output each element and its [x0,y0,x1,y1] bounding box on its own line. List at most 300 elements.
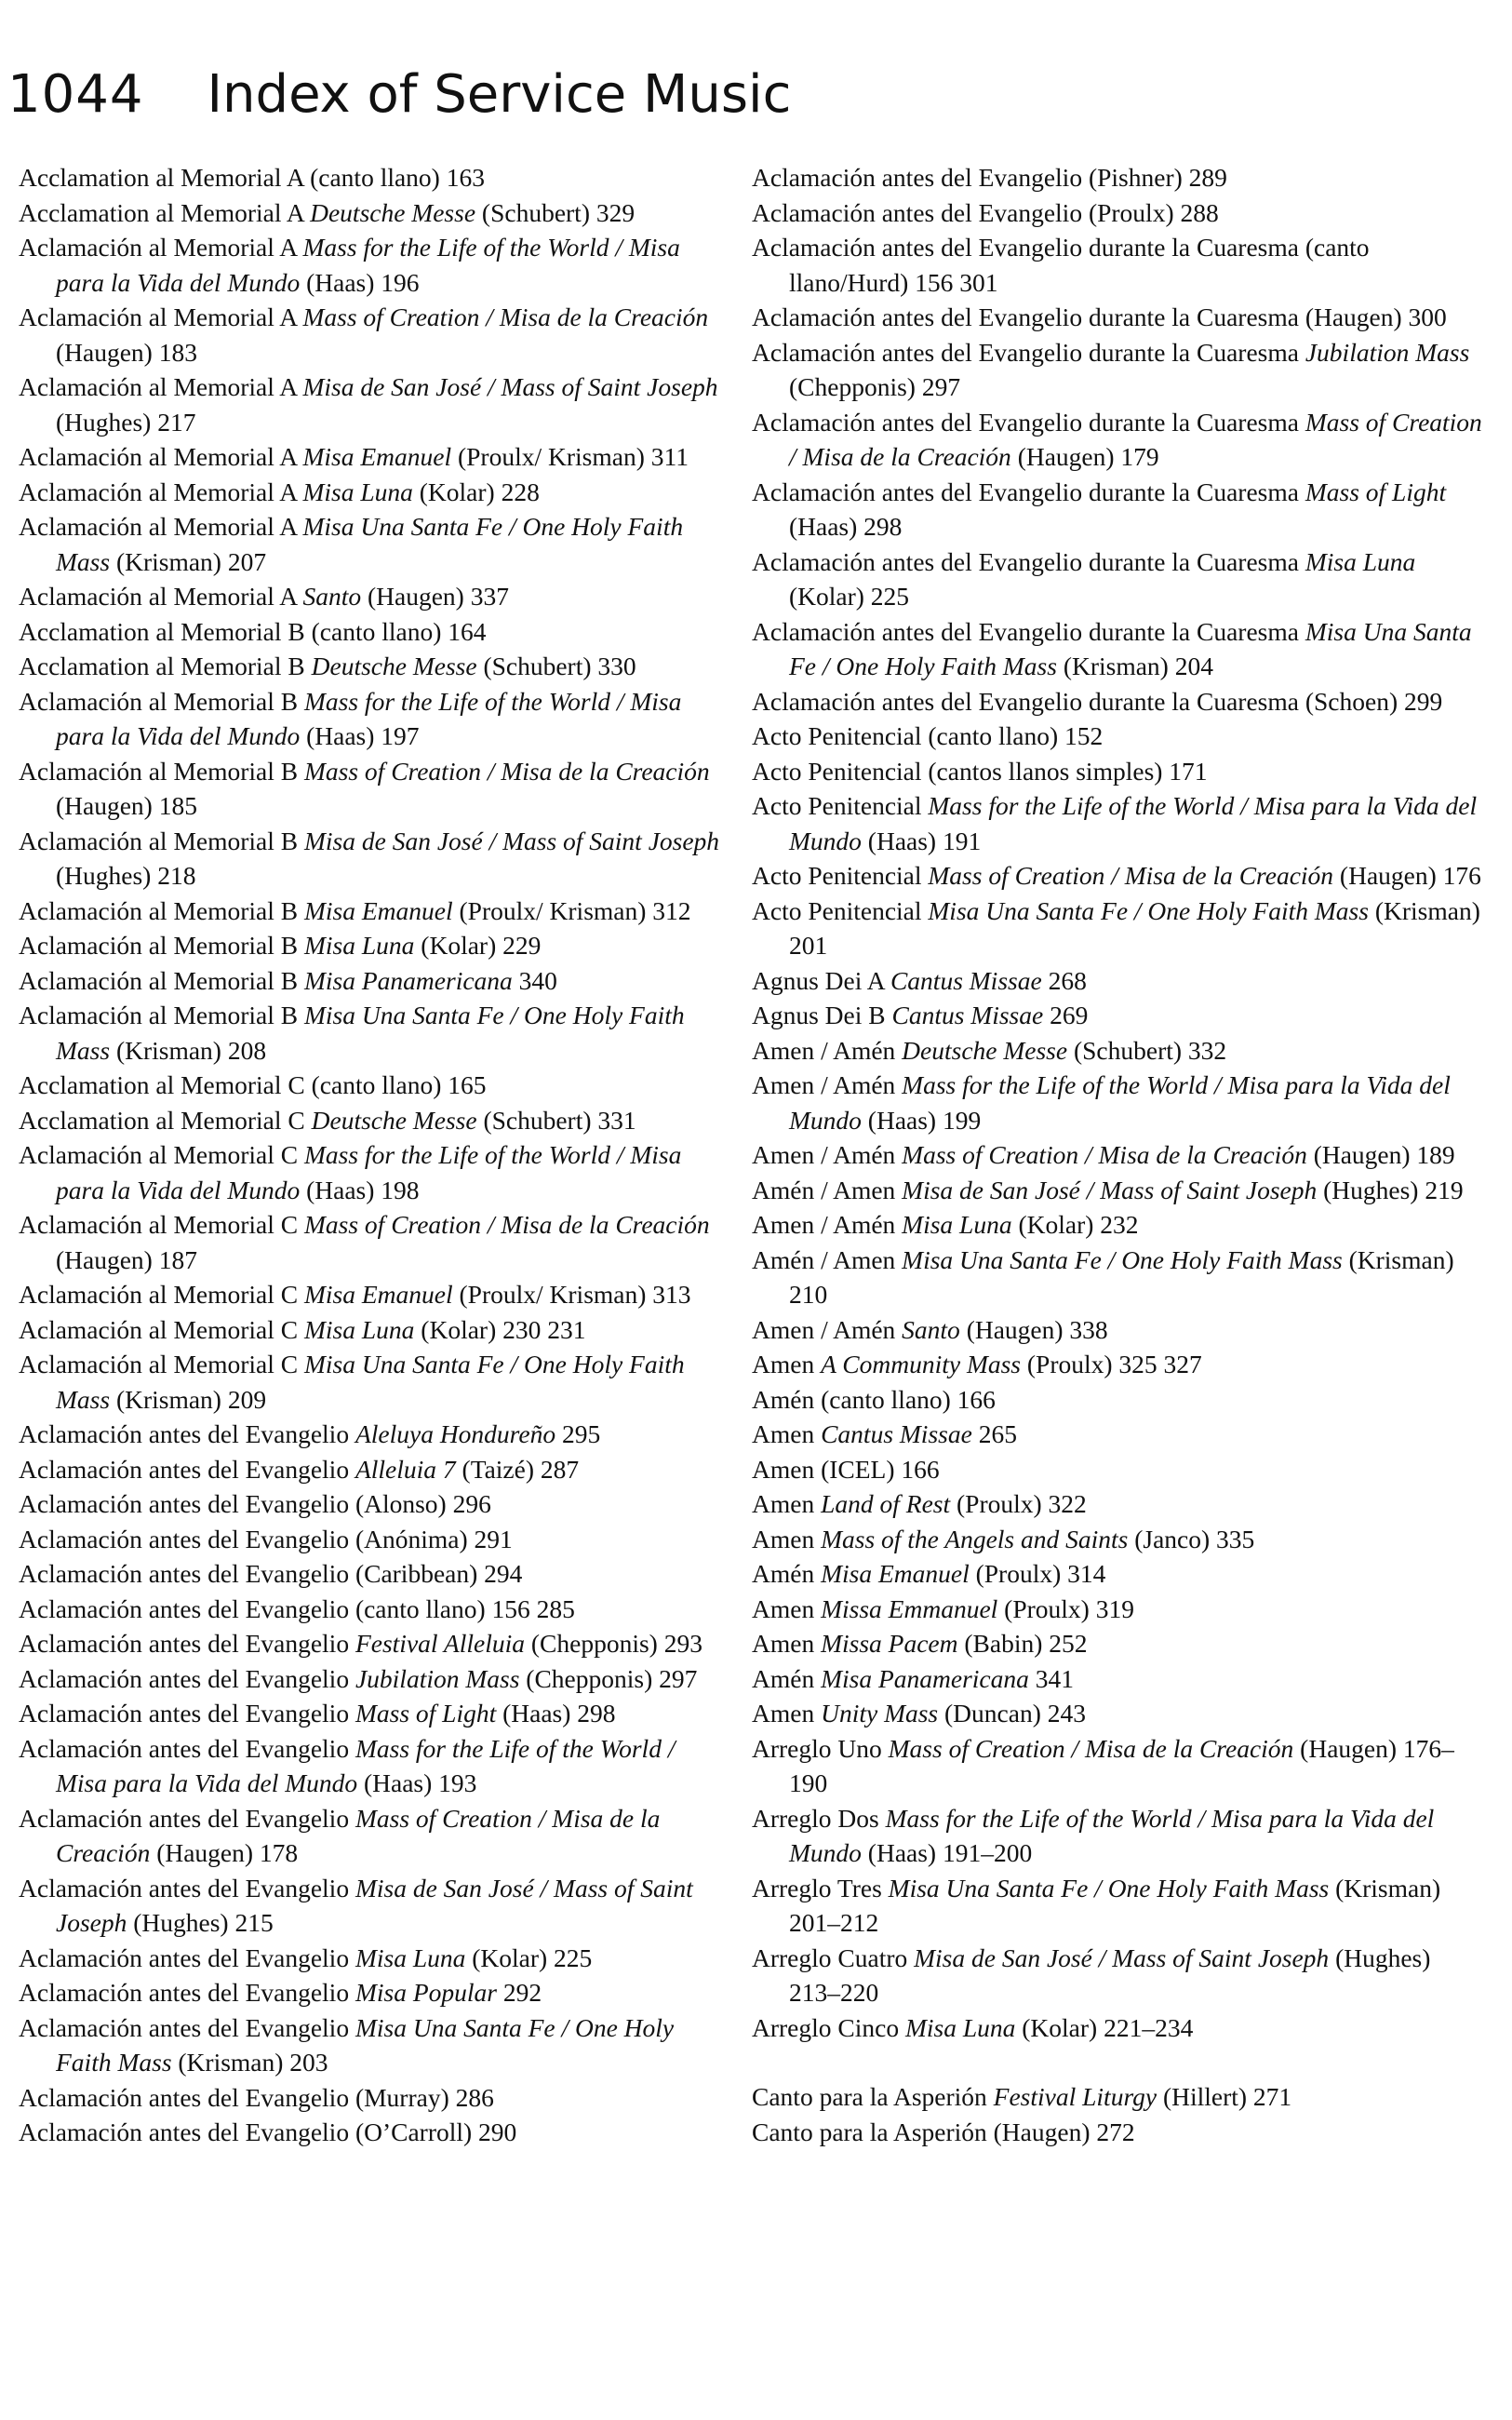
entry-text: Aclamación al Memorial A [19,372,303,401]
entry-text: (Chepponis) 297 [789,372,961,401]
entry-title: Santo [302,582,362,611]
entry-title: Festival Alleluia [355,1629,525,1658]
entry-text: Aclamación al Memorial A [19,582,303,611]
entry-text: Aclamación al Memorial A [19,233,303,262]
entry-title: Misa Una Santa Fe / One Holy Faith Mass [789,616,1472,680]
index-entry [19,1522,726,1557]
index-entry [752,894,1487,963]
index-entry [752,335,1487,405]
index-entry [752,2010,1487,2046]
entry-title: Jubilation Mass [1305,337,1470,367]
entry-text: Amén / Amen [752,1175,903,1204]
entry-title: Mass for the Life of the World / Misa para la Vida del Mundo [56,686,682,750]
index-entry [752,1382,1487,1418]
entry-text: (Kolar) 225 [465,1943,593,1972]
entry-text: (Schubert) 332 [1067,1035,1227,1065]
entry-title: Mass of Creation / Misa de la Creación [304,756,710,786]
index-column-right [752,160,1487,2149]
index-entry [19,1626,726,1661]
entry-text: Acto Penitencial (cantos llanos simples) 171 [752,756,1208,786]
entry-text: Aclamación antes del Evangelio [19,1943,355,1972]
entry-text: Aclamación antes del Evangelio [19,1419,355,1448]
entry-text: Amen / Amén [752,1140,903,1169]
index-entry [19,1556,726,1592]
entry-text: (Proulx) 325 327 [1021,1350,1202,1378]
entry-text: Aclamación al Memorial A [19,442,303,471]
index-entry [752,1486,1487,1522]
entry-title: Mass of Creation / Misa de la Creación [789,407,1482,471]
entry-title: Deutsche Messe [311,652,477,680]
entry-text: Aclamación antes del Evangelio durante la Cuaresma [752,477,1305,506]
entry-text: Amen [752,1489,822,1518]
entry-text: (Kolar) 232 [1011,1210,1139,1239]
entry-text: Acclamation al Memorial B (canto llano) 164 [19,616,487,646]
index-entry [752,2079,1487,2115]
entry-text: Acclamation al Memorial C [19,1105,312,1135]
entry-text: (Proulx/ Krisman) 313 [452,1280,691,1309]
entry-text: (Krisman) 209 [110,1384,267,1414]
entry-title: Deutsche Messe [311,1105,477,1135]
index-entry [752,2115,1487,2150]
entry-text: Aclamación al Memorial C [19,1210,304,1239]
entry-title: Misa Una Santa Fe / One Holy Faith Mass [56,1350,685,1414]
entry-text: Aclamación al Memorial C [19,1350,304,1378]
entry-text: Acto Penitencial [752,791,929,820]
index-entry [19,300,726,370]
page-number: 1044 [7,64,144,125]
entry-text: Amen / Amén [752,1210,903,1239]
entry-title: Misa Panamericana [304,965,513,995]
index-entry [752,1173,1487,1208]
index-entry [752,1661,1487,1697]
entry-text: (Chepponis) 293 [524,1629,702,1658]
entry-text: Aclamación antes del Evangelio durante la Cuaresma (Schoen) 299 [752,686,1443,716]
index-entry [19,1068,726,1103]
index-entry [752,1312,1487,1348]
index-entry [19,684,726,754]
entry-text: 341 [1028,1663,1075,1693]
entry-title: Misa Luna [904,2012,1016,2042]
entry-text: Aclamación antes del Evangelio (canto llano) 156 285 [19,1593,575,1623]
index-entry [752,405,1487,475]
index-entry [19,1801,726,1871]
entry-text: (Hillert) 271 [1157,2082,1292,2111]
index-entry [752,1033,1487,1069]
index-entry [752,1871,1487,1941]
entry-text: (Proulx) 314 [969,1559,1106,1588]
entry-title: Missa Emmanuel [821,1593,998,1623]
entry-text: (Haugen) 185 [56,791,197,820]
entry-text: (Hughes) 215 [127,1908,274,1937]
index-entry [19,1871,726,1941]
entry-text: (Haas) 191–200 [861,1838,1033,1867]
entry-text: Aclamación al Memorial B [19,965,304,995]
index-entry [752,1207,1487,1243]
entry-text: Agnus Dei B [752,1001,892,1029]
entry-text: Acto Penitencial [752,861,929,890]
entry-text: Amén [752,1559,822,1588]
entry-text: (Schubert) 330 [476,652,636,680]
entry-title: Unity Mass [821,1699,939,1728]
entry-text: Aclamación antes del Evangelio durante la Cuaresma (Haugen) 300 [752,302,1447,331]
index-entry [19,160,726,195]
index-entry [19,1696,726,1731]
entry-title: Misa Luna [1305,546,1416,576]
entry-text: Amen [752,1524,822,1553]
entry-text: (Proulx/ Krisman) 312 [452,895,691,925]
entry-text: Aclamación al Memorial C [19,1314,304,1344]
index-entry [19,475,726,510]
entry-text: (Kolar) 228 [412,477,540,506]
entry-text: Canto para la Asperión (Haugen) 272 [752,2117,1135,2146]
index-entry [19,195,726,231]
entry-text: Amén [752,1663,822,1693]
entry-title: Misa de San José / Mass of Saint Joseph [302,372,718,401]
entry-title: Misa de San José / Mass of Saint Joseph [56,1873,693,1937]
entry-text: Arreglo Dos [752,1803,886,1833]
index-entry [752,788,1487,858]
index-entry [19,1137,726,1207]
entry-title: Mass of the Angels and Saints [821,1524,1129,1553]
entry-text: Arreglo Uno [752,1733,889,1763]
entry-title: Misa de San José / Mass of Saint Joseph [902,1175,1318,1204]
entry-text: 265 [971,1419,1017,1448]
entry-title: Festival Liturgy [993,2082,1157,2111]
entry-title: Cantus Missae [821,1419,972,1448]
entry-title: Mass of Creation / Misa de la Creación [304,1210,710,1239]
entry-text: (Haas) 298 [789,512,903,541]
entry-title: Misa Una Santa Fe / One Holy Faith Mass [56,512,684,576]
entry-text: Aclamación antes del Evangelio [19,1978,355,2007]
entry-text: (Hughes) 219 [1317,1175,1464,1204]
entry-text: (Haugen) 338 [959,1314,1108,1344]
entry-text: (Babin) 252 [957,1629,1088,1658]
entry-text: Amén (canto llano) 166 [752,1384,996,1414]
entry-text: (Krisman) 207 [110,546,267,576]
index-entry [19,649,726,684]
index-entry [752,475,1487,544]
entry-text: Arreglo Cinco [752,2012,905,2042]
entry-text: Amen [752,1629,822,1658]
index-entry [19,824,726,894]
entry-text: 292 [496,1978,542,2007]
entry-title: Misa Panamericana [821,1663,1029,1693]
entry-text: (Haas) 298 [496,1699,616,1728]
entry-text: (Hughes) 217 [56,407,196,437]
entry-text: Amen [752,1593,822,1623]
entry-title: Misa Una Santa Fe / One Holy Faith Mass [56,2012,675,2077]
entry-text: 269 [1043,1001,1089,1029]
entry-title: Mass for the Life of the World / Misa para la Vida del Mundo [56,233,680,297]
entry-text: Acto Penitencial [752,895,929,925]
index-entry [752,1452,1487,1487]
entry-title: Mass for the Life of the World / Misa para la Vida del Mundo [789,1070,1451,1135]
entry-title: Misa de San José / Mass of Saint Joseph [914,1943,1330,1972]
index-entry [19,2115,726,2150]
entry-text: Aclamación al Memorial B [19,895,304,925]
entry-title: Misa Emanuel [304,1280,453,1309]
entry-text: (Krisman) 201–212 [789,1873,1441,1937]
entry-text: Agnus Dei A [752,965,890,995]
index-entry [752,998,1487,1033]
index-entry [19,1592,726,1627]
entry-text: (Haugen) 179 [1010,442,1159,471]
index-entry [19,1312,726,1348]
entry-text: Amen / Amén [752,1070,903,1099]
entry-text: Aclamación antes del Evangelio (Alonso) 296 [19,1489,491,1518]
entry-text: Aclamación antes del Evangelio [19,1629,355,1658]
entry-text: (Haas) 191 [861,826,982,855]
entry-title: Misa de San José / Mass of Saint Joseph [304,826,720,855]
entry-title: Mass for the Life of the World / Misa para la Vida del Mundo [789,791,1478,855]
index-entry [752,614,1487,684]
index-entry [752,230,1487,300]
entry-text: (Haugen) 178 [150,1838,299,1867]
entry-title: Mass of Creation / Misa de la Creación [902,1140,1307,1169]
index-column-left [19,160,726,2150]
entry-title: Mass of Creation / Misa de la Creación [56,1803,661,1867]
entry-text: Aclamación antes del Evangelio durante la Cuaresma [752,407,1305,437]
entry-title: Missa Pacem [821,1629,958,1658]
entry-text: (Kolar) 230 231 [414,1314,586,1344]
header-divider [174,54,178,112]
entry-text: Aclamación antes del Evangelio [19,1699,355,1728]
entry-text: Canto para la Asperión [752,2082,994,2111]
index-entry [19,1452,726,1487]
entry-text: Aclamación al Memorial B [19,686,304,716]
entry-text: (Haas) 197 [300,721,420,750]
index-entry [19,614,726,650]
entry-title: Land of Rest [821,1489,951,1518]
index-entry [19,1277,726,1312]
entry-title: Misa Emanuel [302,442,452,471]
entry-text: (Haugen) 176–190 [789,1733,1454,1797]
entry-text: (Krisman) 204 [1056,652,1213,680]
entry-title: Misa Luna [355,1943,466,1972]
entry-text: Aclamación antes del Evangelio [19,1873,355,1902]
entry-text: (Proulx) 322 [950,1489,1087,1518]
entry-text: (Proulx) 319 [997,1593,1134,1623]
entry-text: Aclamación antes del Evangelio (Murray) 286 [19,2082,494,2112]
entry-title: Mass of Creation / Misa de la Creación [888,1733,1294,1763]
index-entry [19,2010,726,2080]
index-entry [752,684,1487,719]
index-entry [19,1207,726,1277]
index-entry [19,230,726,300]
entry-text: Amen [752,1419,822,1448]
entry-text: (Janco) 335 [1128,1524,1255,1553]
entry-text: (Krisman) 203 [171,2048,328,2077]
entry-text: (Kolar) 225 [789,582,910,611]
entry-text: (Chepponis) 297 [519,1663,698,1693]
entry-text: Aclamación al Memorial B [19,756,304,786]
index-entry [19,509,726,579]
entry-text: Amen [752,1699,822,1728]
entry-title: Aleluya Hondureño [355,1419,556,1448]
index-entry [752,1347,1487,1382]
index-entry [752,544,1487,614]
index-entry [752,160,1487,195]
entry-text: (Taizé) 287 [455,1454,580,1484]
entry-text: Aclamación al Memorial B [19,826,304,855]
entry-text: 295 [555,1419,601,1448]
index-entry [19,998,726,1068]
entry-text: (Haugen) 176 [1333,861,1481,890]
index-entry [752,1068,1487,1137]
entry-text: Acclamation al Memorial A [19,197,311,227]
index-entry [19,754,726,824]
entry-text: Aclamación al Memorial C [19,1280,304,1309]
entry-title: Misa Una Santa Fe / One Holy Faith Mass [888,1873,1330,1902]
entry-title: Santo [902,1314,960,1344]
entry-title: Deutsche Messe [310,197,476,227]
entry-text: (Haas) 198 [300,1175,420,1204]
entry-text: Aclamación antes del Evangelio [19,1454,355,1484]
entry-text: Amen / Amén [752,1314,903,1344]
entry-text: Aclamación antes del Evangelio durante la Cuaresma [752,546,1305,576]
index-entry [19,439,726,475]
entry-title: Cantus Missae [891,1001,1044,1029]
entry-text: (Haas) 196 [300,267,420,297]
index-entry [752,195,1487,231]
entry-title: Mass for the Life of the World / Misa para la Vida del Mundo [56,1140,682,1204]
index-entry [752,1731,1487,1801]
entry-text: Amen / Amén [752,1035,903,1065]
entry-title: Mass of Creation / Misa de la Creación [302,302,709,331]
index-entry [19,1941,726,1976]
index-entry [19,1417,726,1452]
index-entry [19,1486,726,1522]
index-entry [19,2080,726,2116]
entry-title: Misa Una Santa Fe / One Holy Faith Mass [902,1244,1343,1274]
entry-text: Amén / Amen [752,1244,903,1274]
index-entry [19,370,726,439]
index-entry [19,579,726,614]
index-entry [752,1941,1487,2010]
entry-text: Aclamación antes del Evangelio [19,2012,355,2042]
index-entry [752,858,1487,894]
index-entry [19,1103,726,1138]
entry-text: (Krisman) 210 [789,1244,1454,1309]
entry-text: 340 [512,965,557,995]
entry-text: Aclamación antes del Evangelio (Proulx) 288 [752,197,1219,227]
entry-title: Misa Luna [304,931,415,960]
index-entry [19,894,726,929]
entry-title: Alleluia 7 [355,1454,456,1484]
entry-text: Aclamación al Memorial A [19,302,303,331]
entry-title: Mass of Creation / Misa de la Creación [928,861,1334,890]
entry-title: Misa Popular [355,1978,497,2007]
index-entry [752,1696,1487,1731]
index-entry [19,1975,726,2010]
entry-text: (Kolar) 221–234 [1015,2012,1194,2042]
index-entry [19,1661,726,1697]
index-entry [752,1592,1487,1627]
entry-text: Aclamación antes del Evangelio (O’Carroll) 290 [19,2118,517,2146]
entry-text: (Haugen) 187 [56,1244,197,1274]
entry-text: (Duncan) 243 [938,1699,1086,1728]
entry-text: Acclamation al Memorial C (canto llano) 165 [19,1070,487,1099]
entry-title: Mass of Light [355,1699,497,1728]
index-entry [752,1556,1487,1592]
entry-title: Misa Una Santa Fe / One Holy Faith Mass [928,895,1369,925]
entry-text: Acclamation al Memorial B [19,652,312,680]
entry-title: A Community Mass [821,1350,1022,1378]
entry-title: Mass for the Life of the World / Misa para la Vida del Mundo [56,1733,676,1797]
entry-text: (Hughes) 213–220 [789,1943,1431,2007]
entry-text: (Proulx/ Krisman) 311 [451,442,689,471]
index-entry [752,1626,1487,1661]
entry-text: Amen (ICEL) 166 [752,1454,940,1484]
entry-title: Deutsche Messe [902,1035,1068,1065]
entry-text: (Haugen) 337 [361,582,509,611]
entry-text: Aclamación al Memorial B [19,931,304,960]
entry-text: (Haugen) 183 [56,337,197,367]
entry-title: Misa Emanuel [304,895,453,925]
entry-text: Aclamación al Memorial C [19,1140,304,1169]
entry-text: Acclamation al Memorial A (canto llano) 163 [19,163,485,192]
entry-text: Arreglo Tres [752,1873,889,1902]
entry-text: (Kolar) 229 [414,931,542,960]
entry-title: Jubilation Mass [355,1663,520,1693]
entry-text: (Schubert) 331 [476,1105,636,1135]
index-entry [752,1243,1487,1312]
page-title: Index of Service Music [207,64,792,125]
index-entry [752,1801,1487,1871]
entry-text: Aclamación al Memorial A [19,512,303,541]
entry-text: (Haas) 199 [861,1105,982,1135]
entry-text: (Haugen) 189 [1306,1140,1455,1169]
entry-text: Aclamación antes del Evangelio [19,1733,355,1763]
entry-text: Amen [752,1350,822,1378]
entry-text: Aclamación antes del Evangelio (Pishner) 289 [752,163,1227,192]
entry-title: Misa Luna [304,1314,415,1344]
entry-title: Misa Luna [902,1210,1012,1239]
index-entry [19,1347,726,1417]
entry-title: Mass for the Life of the World / Misa para la Vida del Mundo [789,1803,1435,1867]
index-entry [752,754,1487,789]
entry-text: Aclamación antes del Evangelio (Anónima) 291 [19,1524,513,1553]
entry-text: (Krisman) 201 [789,895,1480,960]
index-entry [752,1417,1487,1452]
entry-title: Cantus Missae [890,965,1042,995]
entry-text: Aclamación al Memorial B [19,1001,304,1029]
index-entry [19,963,726,999]
entry-text: (Haas) 193 [357,1768,477,1797]
index-entry [752,963,1487,999]
entry-text: Aclamación antes del Evangelio durante la Cuaresma [752,337,1305,367]
entry-text: Aclamación antes del Evangelio durante la Cuaresma [752,616,1305,646]
entry-text: Arreglo Cuatro [752,1943,915,1972]
entry-title: Misa Emanuel [821,1559,970,1588]
index-entry [19,1731,726,1801]
entry-title: Misa Luna [302,477,413,506]
index-entry [752,300,1487,335]
entry-text: (Schubert) 329 [475,197,636,227]
entry-title: Mass of Light [1305,477,1447,506]
index-entry [752,1137,1487,1173]
entry-text: (Krisman) 208 [110,1035,267,1065]
index-entry [19,928,726,963]
index-entry [752,719,1487,754]
entry-text: Aclamación antes del Evangelio durante la Cuaresma (canto llano/Hurd) 156 301 [752,233,1370,297]
entry-text: Aclamación antes del Evangelio (Caribbean) 294 [19,1559,523,1588]
index-entry [752,1522,1487,1557]
entry-text: Acto Penitencial (canto llano) 152 [752,721,1104,750]
entry-text: Aclamación antes del Evangelio [19,1803,355,1833]
entry-text: 268 [1041,965,1087,995]
entry-title: Misa Una Santa Fe / One Holy Faith Mass [56,1001,685,1065]
